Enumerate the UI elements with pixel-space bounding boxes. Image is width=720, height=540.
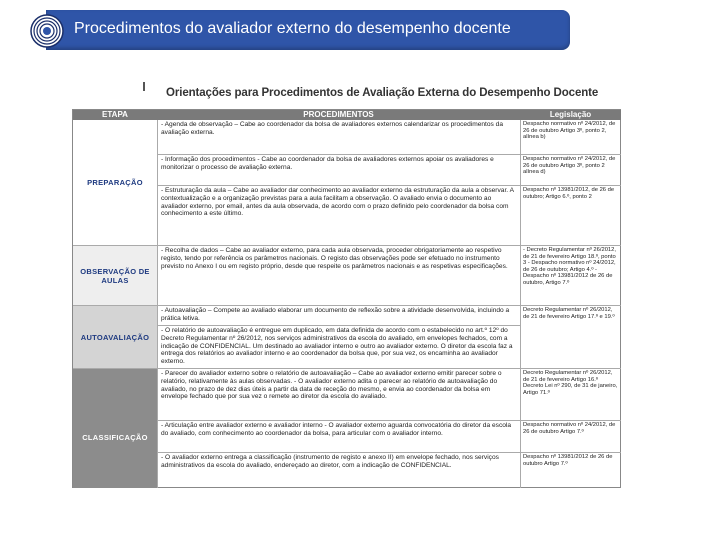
legislation-cell: Despacho normativo nº 24/2012, de 26 de outubro Artigo 3º, ponto 2, alínea b) [520, 120, 621, 155]
document-image [70, 80, 622, 488]
procedure-row: - O relatório de autoavaliação é entregue em duplicado, em data definida de acordo com o estabelecido no art.º 12º do Decreto Regulamentar nº 26/2012, nos serviços administrativos da escola do avaliado, em envelopes fechados, com a indicação de CONFIDENCIAL. Um destinado ao avaliador interno e outro ao avaliador externo. O diretor da escola faz a entrega dos relatórios ao avaliador interno e ao coordenador da bolsa que, por sua vez, os encaminha ao avaliador externo. [158, 326, 520, 369]
stage-preparacao: PREPARAÇÃO [73, 120, 157, 246]
procedures-table [72, 109, 621, 488]
stage-classificacao: CLASSIFICAÇÃO [73, 369, 157, 488]
spiral-logo-icon [30, 14, 64, 48]
header-procedimentos: PROCEDIMENTOS [157, 110, 520, 120]
procedure-row: - O avaliador externo entrega a classificação (instrumento de registo e anexo II) em envelope fechado, nos serviços administrativos da escola do avaliado, endereçado ao diretor, com a indicação de CONFIDENCIAL. [161, 454, 499, 469]
procedure-row: - Recolha de dados – Cabe ao avaliador externo, para cada aula observada, proceder obrigatoriamente ao respetivo registo, tendo por referência os parâmetros nacionais. O registo das observações pode ser efetuado no instrumento previsto no Anexo I ou em registo próprio, desde que respeite os parâmetros nacionais e as respetivas especificações. [158, 246, 520, 306]
document-mark [143, 82, 145, 91]
procedure-row: - Autoavaliação – Compete ao avaliado elaborar um documento de reflexão sobre a atividade desenvolvida, incluindo a prática letiva. [158, 306, 520, 326]
legislation-cell: Despacho normativo nº 24/2012, de 26 de outubro Artigo 3º, ponto 2 alínea d) [520, 155, 621, 186]
document-title: Orientações para Procedimentos de Avaliação Externa do Desempenho Docente [166, 87, 599, 99]
procedure-row: - Parecer do avaliador externo sobre o relatório de autoavaliação – Cabe ao avaliador externo emitir parecer sobre o relatório, relativamente às aulas observadas. - O avaliador externo adita o parecer ao relatório de autoavaliação do avaliado, no prazo de dez dias úteis a partir da data de receção do mesmo, e envia ao coordenador da bolsa em envelope fechado que por sua vez o remete ao diretor da escola do avaliado. [158, 369, 520, 421]
slide-title-bar [46, 10, 570, 50]
legislation-cell: Despacho nº 13981/2012 de 26 de outubro Artigo 7.º [520, 453, 621, 488]
procedure-row: - Articulação entre avaliador externo e avaliador interno - O avaliador externo aguarda convocatória do diretor da escola do avaliado, com conhecimento ao coordenador da bolsa, para articular com o avaliador interno. [158, 421, 520, 453]
legislation-cell: Despacho normativo nº 24/2012, de 26 de outubro Artigo 7.º [520, 421, 621, 453]
legislation-cell: - Decreto Regulamentar nº 26/2012, de 21 de fevereiro Artigo 18.º, ponto 3 - Despacho normativo nº 24/2012, de 26 de outubro; Artigo 4.º - Despacho nº 13981/2012 de 26 de outubro, Artigo 7.º [520, 246, 621, 306]
stage-observacao-aulas: OBSERVAÇÃO DE AULAS [73, 246, 157, 306]
legislation-cell: Decreto Regulamentar nº 26/2012, de 21 de fevereiro Artigo 17.º e 19.º [520, 306, 621, 369]
procedure-row: - Informação dos procedimentos - Cabe ao coordenador da bolsa de avaliadores externos apoiar os avaliadores e monitorizar o processo de avaliação externa. [158, 155, 520, 186]
slide-title: Procedimentos do avaliador externo do desempenho docente [74, 20, 511, 37]
procedure-row: - Agenda de observação – Cabe ao coordenador da bolsa de avaliadores externos calendarizar os procedimentos da avaliação externa. [158, 120, 520, 155]
legislation-cell: Decreto Regulamentar nº 26/2012, de 21 de fevereiro Artigo 16.º Decreto Lei nº 290, de 31 de janeiro, Artigo 71.º [520, 369, 621, 421]
header-legislacao: Legislação [520, 110, 621, 120]
stage-autoavaliacao: AUTOAVALIAÇÃO [73, 306, 157, 369]
procedure-row: - Estruturação da aula – Cabe ao avaliador dar conhecimento ao avaliador externo da estruturação da aula a observar. A contextualização e a organização previstas para a aula facilitam a observação. O avaliado envia o documento ao avaliador externo, por email, antes da aula observada, de acordo com o prazo definido pelo coordenador da bolsa com conhecimento a este último. [158, 186, 520, 246]
header-etapa: ETAPA [73, 110, 157, 120]
legislation-cell: Despacho nº 13981/2012, de 26 de outubro; Artigo 6.º, ponto 2 [520, 186, 621, 246]
